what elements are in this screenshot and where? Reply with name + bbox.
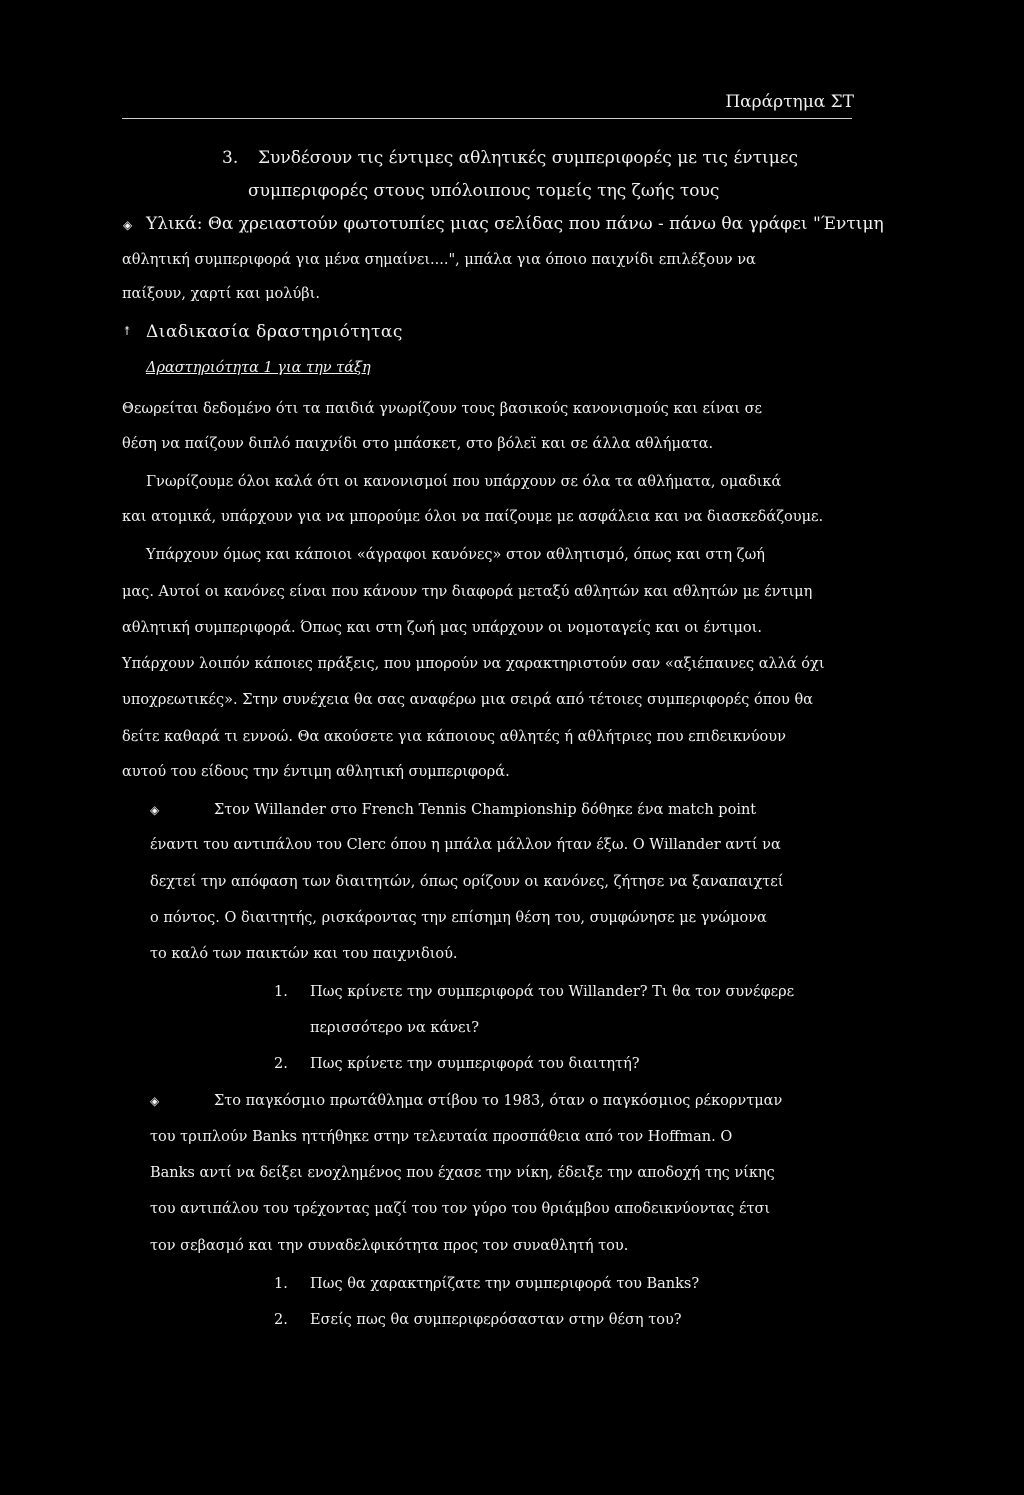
- example1-line-2: έναντι του αντιπάλου του Clerc όπου η μπάλα μάλλον ήταν έξω. Ο Willander αντί να: [150, 837, 781, 853]
- diamond-bullet-icon: ◈: [150, 803, 160, 817]
- arrow-bullet-icon: ↟: [122, 324, 133, 338]
- example1-question-1-line-2: περισσότερο να κάνει?: [310, 1020, 480, 1036]
- example1-line-3: δεχτεί την απόφαση των διαιτητών, όπως ορίζουν οι κανόνες, ζήτησε να ξαναπαιχτεί: [150, 874, 784, 890]
- p3-line-2: μας. Αυτοί οι κανόνες είναι που κάνουν την διαφορά μεταξύ αθλητών και αθλητών με έντιμη: [122, 584, 813, 600]
- procedure-title: Διαδικασία δραστηριότητας: [146, 322, 403, 342]
- activity-subtitle: Δραστηριότητα 1 για την τάξη: [146, 360, 371, 376]
- example2-question-2-line-1: Εσείς πως θα συμπεριφερόσασταν στην θέση του?: [310, 1312, 682, 1328]
- example1-question-2-line-1: Πως κρίνετε την συμπεριφορά του διαιτητή?: [310, 1056, 640, 1072]
- example1-line-1: Στον Willander στο French Tennis Championship δόθηκε ένα match point: [214, 802, 757, 818]
- example1-line-5: το καλό των παικτών και του παιχνιδιού.: [150, 946, 458, 962]
- example2-line-4: του αντιπάλου του τρέχοντας μαζί του τον γύρο του θριάμβου αποδεικνύοντας έτσι: [150, 1201, 771, 1217]
- diamond-bullet-icon: ◈: [150, 1094, 160, 1108]
- p4-line-4: αυτού του είδους την έντιμη αθλητική συμπεριφορά.: [122, 764, 510, 780]
- p2-line-2: και ατομικά, υπάρχουν για να μπορούμε όλοι να παίζουμε με ασφάλεια και να διασκεδάζουμε.: [122, 509, 824, 525]
- example2-line-5: τον σεβασμό και την συναδελφικότητα προς τον συναθλητή του.: [150, 1238, 629, 1254]
- appendix-header: Παράρτημα ΣΤ: [725, 92, 854, 112]
- example2-line-3: Banks αντί να δείξει ενοχλημένος που έχασε την νίκη, έδειξε την αποδοχή της νίκης: [150, 1165, 775, 1181]
- example2-question-1-line-1: Πως θα χαρακτηρίζατε την συμπεριφορά του Banks?: [310, 1276, 700, 1292]
- p3-line-1: Υπάρχουν όμως και κάποιοι «άγραφοι κανόνες» στον αθλητισμό, όπως και στη ζωή: [146, 547, 765, 563]
- goal-line-2: συμπεριφορές στους υπόλοιπους τομείς της ζωής τους: [248, 181, 720, 201]
- p4-line-2: υποχρεωτικές». Στην συνέχεια θα σας αναφέρω μια σειρά από τέτοιες συμπεριφορές όπου θα: [122, 692, 813, 708]
- example2-question-2-number: 2.: [274, 1312, 288, 1328]
- materials-line-1: Υλικά: Θα χρειαστούν φωτοτυπίες μιας σελίδας που πάνω - πάνω θα γράφει "Έντιμη: [146, 214, 884, 234]
- diamond-bullet-icon: ◈: [123, 218, 133, 232]
- materials-line-2: αθλητική συμπεριφορά για μένα σημαίνει....", μπάλα για όποιο παιχνίδι επιλέξουν να: [122, 252, 756, 268]
- example2-line-1: Στο παγκόσμιο πρωτάθλημα στίβου το 1983, όταν ο παγκόσμιος ρέκορντμαν: [214, 1093, 783, 1109]
- p4-line-3: δείτε καθαρά τι εννοώ. Θα ακούσετε για κάποιους αθλητές ή αθλήτριες που επιδεικνύουν: [122, 729, 786, 745]
- p1-line-2: θέση να παίζουν διπλό παιχνίδι στο μπάσκετ, στο βόλεϊ και σε άλλα αθλήματα.: [122, 436, 714, 452]
- example1-question-1-number: 1.: [274, 984, 288, 1000]
- example1-question-2-number: 2.: [274, 1056, 288, 1072]
- example1-line-4: ο πόντος. Ο διαιτητής, ρισκάροντας την επίσημη θέση του, συμφώνησε με γνώμονα: [150, 910, 767, 926]
- materials-line-3: παίξουν, χαρτί και μολύβι.: [122, 286, 320, 302]
- example1-question-1-line-1: Πως κρίνετε την συμπεριφορά του Willander? Τι θα τον συνέφερε: [310, 984, 795, 1000]
- p3-line-3: αθλητική συμπεριφορά. Όπως και στη ζωή μας υπάρχουν οι νομοταγείς και οι έντιμοι.: [122, 620, 762, 636]
- p1-line-1: Θεωρείται δεδομένο ότι τα παιδιά γνωρίζουν τους βασικούς κανονισμούς και είναι σε: [122, 401, 763, 417]
- p4-line-1: Υπάρχουν λοιπόν κάποιες πράξεις, που μπορούν να χαρακτηριστούν σαν «αξιέπαινες αλλά όχι: [122, 656, 825, 672]
- goal-line-1: Συνδέσουν τις έντιμες αθλητικές συμπεριφορές με τις έντιμες: [258, 148, 799, 168]
- header-rule: [122, 118, 852, 119]
- example2-question-1-number: 1.: [274, 1276, 288, 1292]
- example2-line-2: του τριπλούν Banks ηττήθηκε στην τελευταία προσπάθεια από τον Hoffman. Ο: [150, 1129, 733, 1145]
- goal-number: 3.: [222, 148, 239, 168]
- p2-line-1: Γνωρίζουμε όλοι καλά ότι οι κανονισμοί που υπάρχουν σε όλα τα αθλήματα, ομαδικά: [146, 474, 782, 490]
